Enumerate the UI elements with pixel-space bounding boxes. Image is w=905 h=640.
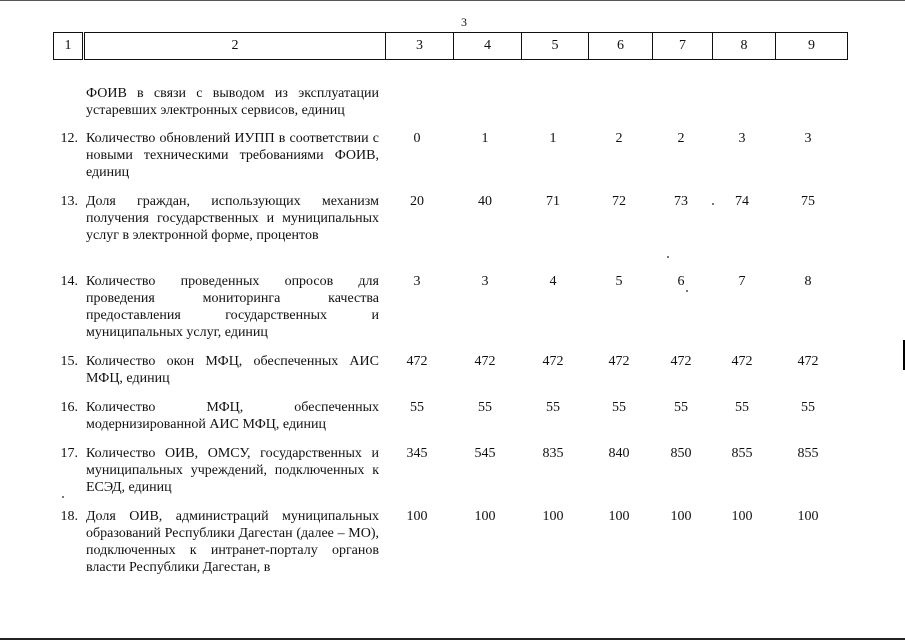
column-header-5: 5: [522, 33, 589, 60]
row-value-col4: 55: [478, 400, 492, 415]
row-value-col6: 472: [608, 354, 630, 369]
row-number: 15.: [60, 354, 78, 369]
row-value-col3: 20: [410, 194, 424, 209]
row-value-col7: 55: [674, 400, 688, 415]
column-header-1: 1: [54, 33, 84, 60]
row-value-col7: 472: [670, 354, 692, 369]
row-description: Количество проведенных опросов для проведения мониторинга качества предоставления государственных и муниципальных услуг, единиц: [86, 274, 379, 340]
row-value-col4: 100: [474, 509, 496, 524]
row-value-col7: 2: [677, 131, 685, 146]
row-value-col6: 840: [608, 446, 630, 461]
column-header-table: [53, 32, 848, 60]
scan-speck: [62, 496, 64, 498]
column-header-3: 3: [386, 33, 454, 60]
column-header-6: 6: [589, 33, 653, 60]
row-value-col6: 5: [615, 274, 623, 289]
row-number: 18.: [60, 509, 78, 524]
row-value-col8: 7: [738, 274, 746, 289]
row-description: Доля граждан, использующих механизм получения государственных и муниципальных услуг в электронной форме, процентов: [86, 194, 379, 243]
row-value-col6: 72: [612, 194, 626, 209]
row-value-col4: 1: [481, 131, 489, 146]
row-value-col6: 100: [608, 509, 630, 524]
row-value-col8: 855: [731, 446, 753, 461]
row-value-col8: 55: [735, 400, 749, 415]
row-value-col7: 6: [677, 274, 685, 289]
row-value-col5: 55: [546, 400, 560, 415]
row-value-col5: 71: [546, 194, 560, 209]
row-value-col3: 0: [413, 131, 421, 146]
row-value-col9: 472: [797, 354, 819, 369]
column-header-7: 7: [653, 33, 713, 60]
row-number: 12.: [60, 131, 78, 146]
row-number: 14.: [60, 274, 78, 289]
column-header-2: 2: [84, 33, 386, 60]
row-value-col9: 75: [801, 194, 815, 209]
row-value-col8: 472: [731, 354, 753, 369]
row-value-col5: 4: [549, 274, 557, 289]
row-value-col9: 3: [804, 131, 812, 146]
column-header-8: 8: [713, 33, 776, 60]
scan-speck: [686, 290, 688, 292]
row-value-col3: 472: [406, 354, 428, 369]
row-description: Количество ОИВ, ОМСУ, государственных и муниципальных учреждений, подключенных к ЕСЭД, единиц: [86, 446, 379, 495]
row-value-col9: 100: [797, 509, 819, 524]
page-number: 3: [461, 15, 467, 29]
row-value-col6: 2: [615, 131, 623, 146]
row-value-col5: 835: [542, 446, 564, 461]
row-value-col3: 100: [406, 509, 428, 524]
row-description: Количество обновлений ИУПП в соответствии с новыми техническими требованиями ФОИВ, единиц: [86, 131, 379, 180]
row-value-col9: 8: [804, 274, 812, 289]
row-value-col3: 345: [406, 446, 428, 461]
row-value-col8: 74: [735, 194, 749, 209]
scan-speck: [667, 256, 669, 258]
row-value-col5: 100: [542, 509, 564, 524]
row-value-col5: 472: [542, 354, 564, 369]
row-value-col9: 855: [797, 446, 819, 461]
row-description: Количество окон МФЦ, обеспеченных АИС МФЦ, единиц: [86, 354, 379, 386]
row-value-col6: 55: [612, 400, 626, 415]
row-value-col7: 100: [670, 509, 692, 524]
row-value-col4: 545: [474, 446, 496, 461]
row-value-col5: 1: [549, 131, 557, 146]
row-value-col9: 55: [801, 400, 815, 415]
row-number: 17.: [60, 446, 78, 461]
scan-speck: [712, 203, 714, 205]
row-value-col8: 3: [738, 131, 746, 146]
page-top-edge: [0, 0, 905, 1]
row-value-col4: 472: [474, 354, 496, 369]
row-number: 13.: [60, 194, 78, 209]
row-value-col7: 850: [670, 446, 692, 461]
column-header-9: 9: [776, 33, 848, 60]
row-value-col3: 3: [413, 274, 421, 289]
row-value-col3: 55: [410, 400, 424, 415]
row-value-col4: 40: [478, 194, 492, 209]
row-value-col8: 100: [731, 509, 753, 524]
row-number: 16.: [60, 400, 78, 415]
row-description: Количество МФЦ, обеспеченных модернизированной АИС МФЦ, единиц: [86, 400, 379, 432]
row-value-col7: 73: [674, 194, 688, 209]
row-value-col4: 3: [481, 274, 489, 289]
column-header-4: 4: [454, 33, 522, 60]
row-description: Доля ОИВ, администраций муниципальных образований Республики Дагестан (далее – МО), подключенных к интранет-порталу органов власти Республики Дагестан, в: [86, 509, 379, 575]
row-description: ФОИВ в связи с выводом из эксплуатации устаревших электронных сервисов, единиц: [86, 86, 379, 118]
